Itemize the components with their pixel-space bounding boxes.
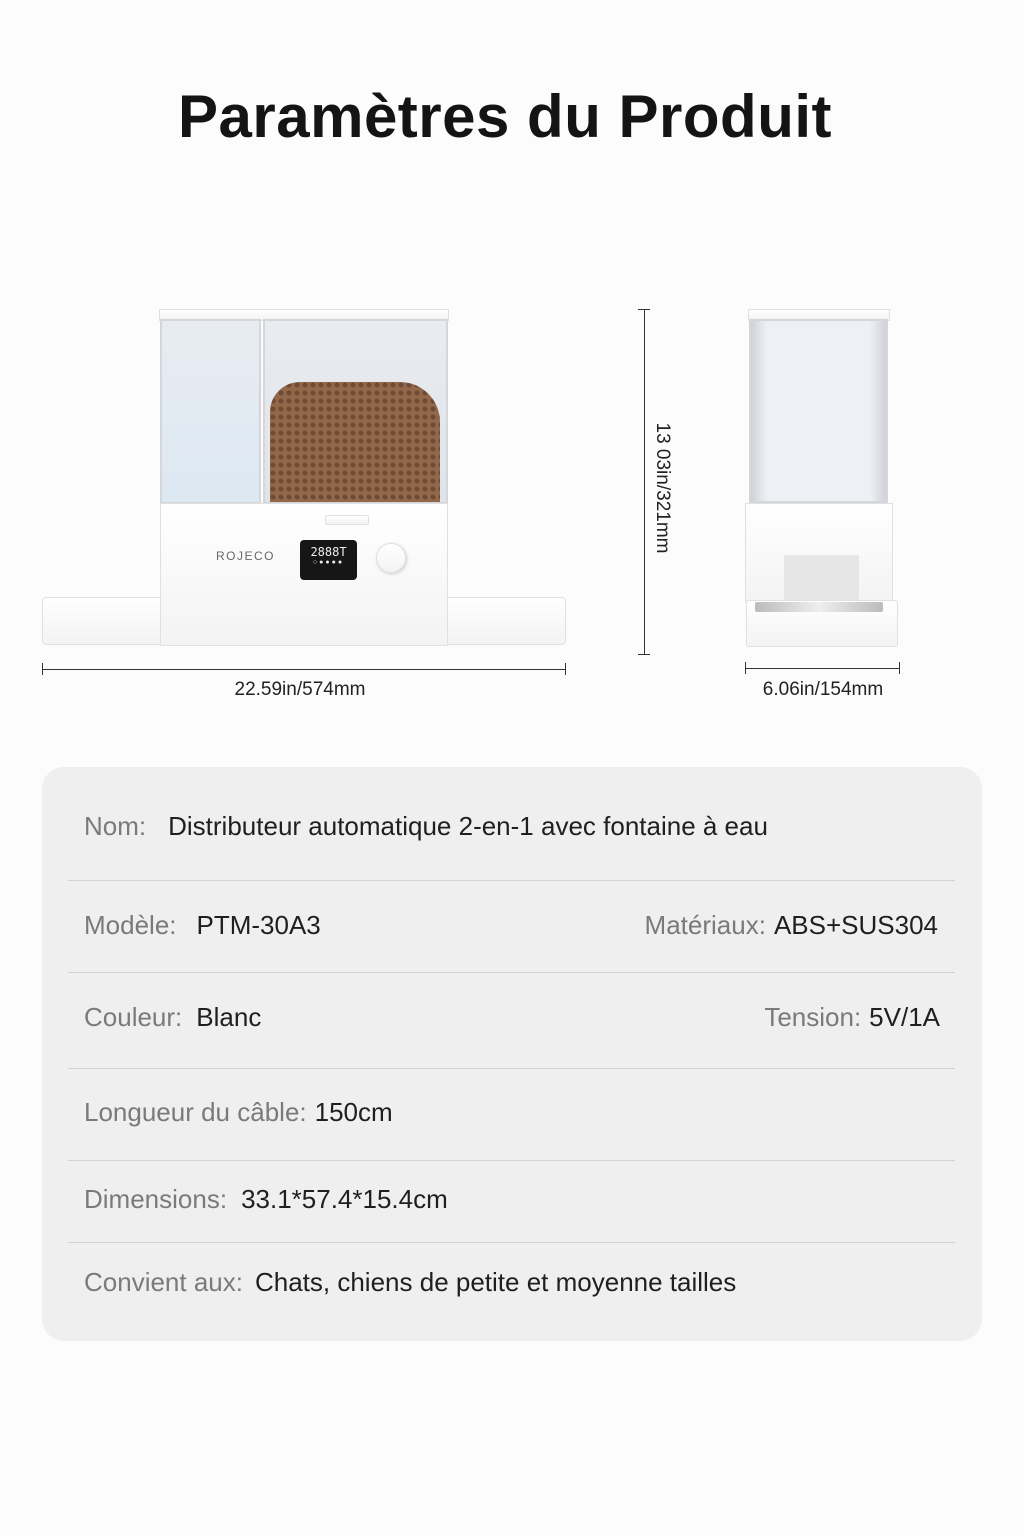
spec-value: 5V/1A — [869, 1002, 940, 1032]
height-dimension-line — [644, 309, 645, 655]
spec-label: Nom: — [84, 811, 147, 841]
page-title: Paramètres du Produit — [177, 83, 832, 150]
divider — [68, 1242, 955, 1243]
kibble — [270, 382, 440, 502]
spec-value: Chats, chiens de petite et moyenne tailles — [254, 1267, 737, 1297]
display-digits: 2888T — [310, 545, 347, 559]
power-knob — [376, 543, 406, 573]
spec-value: PTM-30A3 — [196, 910, 321, 940]
spec-label: Matériaux: — [644, 910, 766, 940]
divider — [68, 1068, 955, 1069]
spec-card — [42, 767, 982, 1341]
spec-label: Convient aux: — [84, 1267, 243, 1297]
spec-value: Distributeur automatique 2-en-1 avec fontaine à eau — [168, 811, 768, 841]
spec-label: Modèle: — [84, 910, 177, 940]
spec-row-cable — [84, 1097, 940, 1128]
left-tray — [42, 597, 164, 645]
spec-row-dimensions — [84, 1184, 940, 1215]
water-tank — [160, 319, 261, 504]
right-tray — [444, 597, 566, 645]
front-view-product-image — [0, 0, 620, 720]
width-label: 22.59in/574mm — [234, 679, 366, 700]
spec-row-name — [84, 811, 940, 842]
height-label: 13 03in/321mm — [652, 422, 673, 554]
side-view-product-image — [620, 0, 940, 720]
divider — [68, 880, 955, 881]
divider — [68, 1160, 955, 1161]
spec-row-color — [84, 1002, 940, 1033]
spec-row-model — [84, 910, 938, 941]
depth-label: 6.06in/154mm — [762, 679, 884, 700]
side-tank — [749, 319, 888, 503]
spec-label: Dimensions: — [84, 1184, 228, 1214]
lcd-display: 2888T ○●●●● — [300, 540, 357, 580]
divider — [68, 972, 955, 973]
spec-row-suitable — [84, 1267, 940, 1298]
spec-label: Longueur du câble: — [84, 1097, 307, 1127]
depth-dimension-line — [745, 668, 900, 669]
spec-value: ABS+SUS304 — [773, 910, 938, 940]
spec-value: Blanc — [196, 1002, 262, 1032]
base-buttons — [325, 515, 369, 525]
width-dimension-line — [42, 669, 566, 670]
spec-label: Tension: — [764, 1002, 862, 1032]
spec-value: 150cm — [314, 1097, 393, 1127]
spec-value: 33.1*57.4*15.4cm — [241, 1184, 448, 1214]
brand-logo: ROJECO — [216, 549, 276, 563]
spec-label: Couleur: — [84, 1002, 183, 1032]
